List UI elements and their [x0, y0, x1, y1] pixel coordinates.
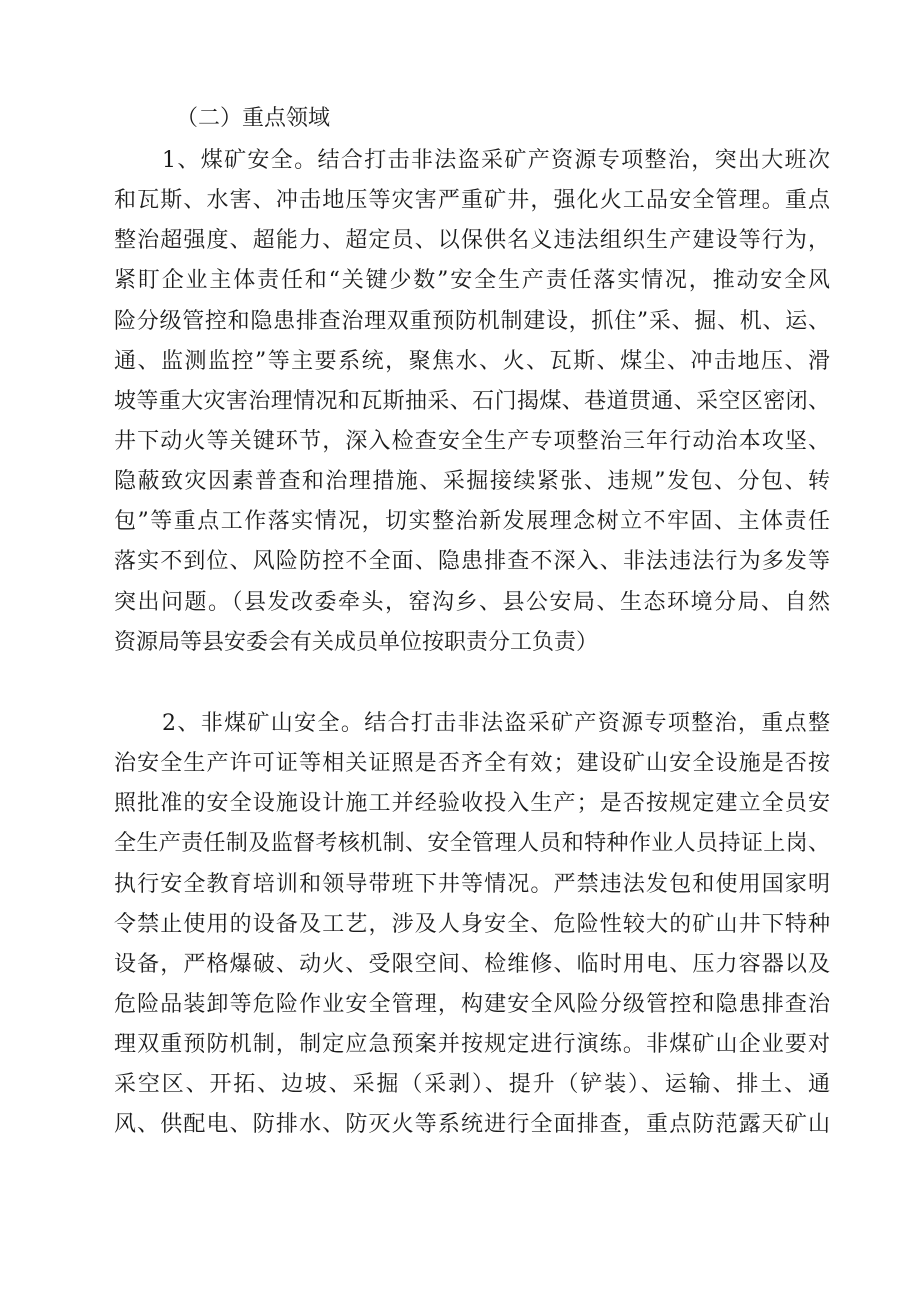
section-heading: （二）重点领域	[176, 106, 331, 131]
paragraph-line: 治安全生产许可证等相关证照是否齐全有效；建设矿山安全设施是否按	[114, 751, 830, 777]
paragraph-line: 整治超强度、超能力、超定员、以保供名义违法组织生产建设等行为，	[114, 228, 830, 254]
paragraph-line: 落实不到位、风险防控不全面、隐患排查不深入、非法违法行为多发等	[114, 549, 830, 575]
paragraph-line: 设备，严格爆破、动火、受限空间、检维修、临时用电、压力容器以及	[114, 951, 830, 977]
paragraph-line: 照批准的安全设施设计施工并经验收投入生产；是否按规定建立全员安	[114, 791, 830, 817]
paragraph-line: 危险品装卸等危险作业安全管理，构建安全风险分级管控和隐患排查治	[114, 991, 830, 1017]
paragraph-non-coal-mine-safety	[114, 704, 830, 1146]
paragraph-line: 执行安全教育培训和领导带班下井等情况。严禁违法发包和使用国家明	[114, 871, 830, 897]
paragraph-line: 突出问题。（县发改委牵头，窑沟乡、县公安局、生态环境分局、自然	[114, 589, 830, 615]
paragraph-coal-mine-safety	[114, 141, 830, 663]
paragraph-line: 采空区、开拓、边坡、采掘（采剥）、提升（铲装）、运输、排土、通	[114, 1072, 830, 1098]
paragraph-line: 和瓦斯、水害、冲击地压等灾害严重矿井，强化火工品安全管理。重点	[114, 188, 830, 214]
paragraph-line: 资源局等县安委会有关成员单位按职责分工负责）	[114, 629, 599, 655]
paragraph-line: 险分级管控和隐患排查治理双重预防机制建设，抓住”采、掘、机、运、	[114, 308, 830, 334]
paragraph-line: 通、监测监控”等主要系统，聚焦水、火、瓦斯、煤尘、冲击地压、滑	[114, 348, 830, 374]
paragraph-line: 隐蔽致灾因素普查和治理措施、采掘接续紧张、违规”发包、分包、转	[114, 469, 830, 495]
paragraph-line: 令禁止使用的设备及工艺，涉及人身安全、危险性较大的矿山井下特种	[114, 911, 830, 937]
paragraph-line: 井下动火等关键环节，深入检查安全生产专项整治三年行动治本攻坚、	[114, 428, 830, 454]
paragraph-line: 2、非煤矿山安全。结合打击非法盗采矿产资源专项整治，重点整	[162, 711, 830, 736]
paragraph-line: 理双重预防机制，制定应急预案并按规定进行演练。非煤矿山企业要对	[114, 1032, 830, 1058]
paragraph-line: 包”等重点工作落实情况，切实整治新发展理念树立不牢固、主体责任	[114, 509, 830, 535]
paragraph-line: 坡等重大灾害治理情况和瓦斯抽采、石门揭煤、巷道贯通、采空区密闭、	[114, 388, 830, 414]
paragraph-line: 1、煤矿安全。结合打击非法盗采矿产资源专项整治，突出大班次	[162, 148, 830, 173]
paragraph-line: 紧盯企业主体责任和“关键少数”安全生产责任落实情况，推动安全风	[114, 268, 830, 294]
paragraph-line: 全生产责任制及监督考核机制、安全管理人员和特种作业人员持证上岗、	[114, 831, 830, 857]
paragraph-line: 风、供配电、防排水、防灭火等系统进行全面排查，重点防范露天矿山	[114, 1112, 830, 1138]
